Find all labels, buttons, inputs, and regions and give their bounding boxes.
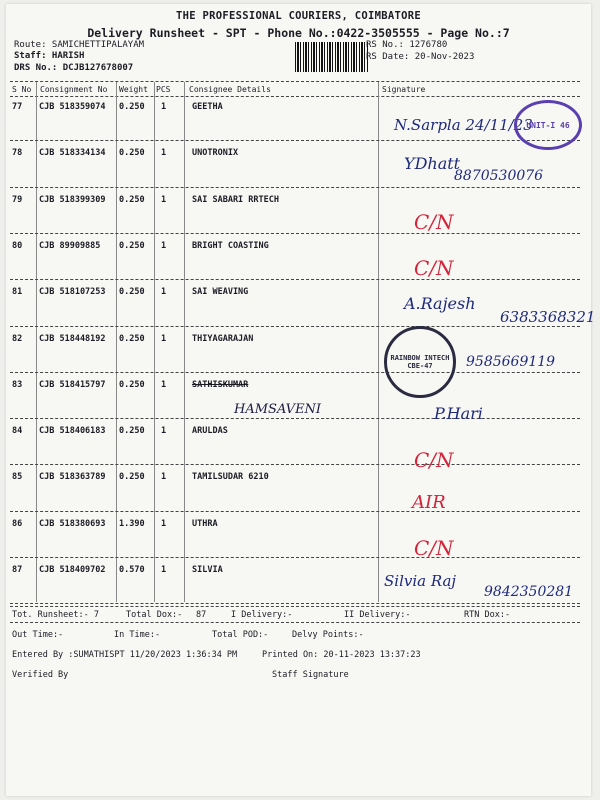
row-sno: 81 — [12, 287, 23, 298]
handwritten-signature: Silvia Raj — [384, 572, 457, 590]
row-consignment-no: CJB 518107253 — [39, 287, 106, 298]
row-weight: 0.250 — [119, 472, 145, 483]
col-consignee: Consignee Details — [189, 85, 271, 94]
row-divider — [10, 372, 580, 373]
verified-by: Verified By — [12, 670, 69, 680]
row-divider — [10, 464, 580, 465]
row-pcs: 1 — [161, 426, 167, 437]
row-consignee: GEETHA — [192, 102, 223, 112]
rtn-dox: RTN Dox:- — [464, 610, 511, 620]
row-consignment-no: CJB 518448192 — [39, 333, 106, 344]
row-sno: 86 — [12, 518, 23, 529]
total-pod: Total POD:- — [212, 630, 269, 640]
row-pcs: 1 — [161, 472, 167, 483]
row-consignee: SAI WEAVING — [192, 287, 249, 298]
i-delivery: I Delivery:- — [231, 610, 293, 620]
row-sno: 80 — [12, 240, 23, 251]
col-rule — [378, 82, 379, 602]
in-time: In Time:- — [114, 630, 161, 640]
col-sno: S No — [12, 85, 32, 94]
row-sno: 78 — [12, 148, 23, 159]
col-rule — [116, 82, 117, 602]
staff-label: Staff: HARISH — [14, 51, 85, 61]
out-time: Out Time:- — [12, 630, 64, 640]
printed-on: Printed On: 20-11-2023 13:37:23 — [262, 650, 421, 660]
row-consignee: ARULDAS — [192, 426, 228, 437]
row-weight: 0.250 — [119, 148, 145, 159]
col-weight: Weight — [119, 85, 148, 94]
row-weight: 0.570 — [119, 565, 145, 575]
route-label: Route: SAMICHETTIPALAYAM — [14, 40, 145, 50]
row-divider — [10, 233, 580, 234]
row-weight: 0.250 — [119, 379, 145, 390]
divider — [10, 81, 580, 82]
barcode — [295, 42, 368, 72]
handwritten-signature: N.Sarpla 24/11/23 — [394, 116, 533, 134]
row-divider — [10, 418, 580, 419]
row-divider — [10, 511, 580, 512]
row-consignee: SILVIA — [192, 565, 223, 575]
staff-signature: Staff Signature — [272, 670, 349, 680]
drs-number: DRS No.: DCJB127678007 — [14, 63, 134, 73]
company-title: THE PROFESSIONAL COURIERS, COIMBATORE — [176, 10, 421, 22]
row-weight: 0.250 — [119, 240, 145, 251]
handwritten-phone: 6383368321 — [500, 308, 596, 326]
handwritten-signature: P.Hari — [434, 404, 483, 423]
row-pcs: 1 — [161, 102, 167, 112]
row-sno: 85 — [12, 472, 23, 483]
row-weight: 0.250 — [119, 287, 145, 298]
total-dox-label: Total Dox:- — [126, 610, 183, 620]
row-pcs: 1 — [161, 518, 167, 529]
row-weight: 0.250 — [119, 333, 145, 344]
handwritten-phone: 9842350281 — [484, 584, 574, 600]
row-sno: 79 — [12, 194, 23, 205]
row-pcs: 1 — [161, 287, 167, 298]
row-consignment-no: CJB 518380693 — [39, 518, 106, 529]
rs-date: RS Date: 20-Nov-2023 — [366, 52, 475, 62]
handwritten-name: HAMSAVENI — [234, 402, 322, 417]
row-pcs: 1 — [161, 194, 167, 205]
delivery-points: Delvy Points:- — [292, 630, 364, 640]
row-consignment-no: CJB 518406183 — [39, 426, 106, 437]
row-pcs: 1 — [161, 565, 167, 575]
handwritten-cn-mark: C/N — [414, 448, 454, 472]
row-pcs: 1 — [161, 240, 167, 251]
row-sno: 83 — [12, 379, 23, 390]
handwritten-phone: 9585669119 — [466, 354, 556, 370]
row-divider — [10, 187, 580, 188]
handwritten-signature: A.Rajesh — [404, 294, 476, 313]
row-consignment-no: CJB 518409702 — [39, 565, 106, 575]
row-weight: 1.390 — [119, 518, 145, 529]
handwritten-cn-mark: C/N — [414, 256, 454, 280]
row-weight: 0.250 — [119, 102, 145, 112]
row-sno: 77 — [12, 102, 23, 112]
company-stamp: UNIT-I 46 — [514, 100, 582, 150]
row-divider — [10, 326, 580, 327]
col-pcs: PCS — [156, 85, 171, 94]
runsheet-title: Delivery Runsheet - SPT - Phone No.:0422-3505555 - Page No.:7 — [87, 26, 510, 40]
row-divider — [10, 279, 580, 280]
divider — [10, 622, 580, 623]
row-consignee: THIYAGARAJAN — [192, 333, 254, 344]
row-divider — [10, 603, 580, 604]
company-stamp: RAINBOW INTECH CBE-47 — [384, 326, 456, 398]
row-consignee: TAMILSUDAR 6210 — [192, 472, 269, 483]
col-rule — [36, 82, 37, 602]
row-pcs: 1 — [161, 148, 167, 159]
ii-delivery: II Delivery:- — [344, 610, 411, 620]
entered-by: Entered By :SUMATHISPT 11/20/2023 1:36:34 PM — [12, 650, 238, 660]
total-runsheet: Tot. Runsheet:- 7 — [12, 610, 99, 620]
row-weight: 0.250 — [119, 426, 145, 437]
row-consignee: UNOTRONIX — [192, 148, 239, 159]
handwritten-phone: 8870530076 — [454, 168, 544, 184]
row-consignee: SATHISKUMAR — [192, 379, 249, 390]
row-consignment-no: CJB 518415797 — [39, 379, 106, 390]
row-consignee: BRIGHT COASTING — [192, 240, 269, 251]
handwritten-cn-mark: C/N — [414, 536, 454, 560]
row-consignee: SAI SABARI RRTECH — [192, 194, 279, 205]
row-consignee: UTHRA — [192, 518, 218, 529]
col-signature: Signature — [382, 85, 426, 94]
row-divider — [10, 140, 580, 141]
row-divider — [10, 557, 580, 558]
row-sno: 84 — [12, 426, 23, 437]
row-consignment-no: CJB 518359074 — [39, 102, 106, 112]
row-consignment-no: CJB 89909885 — [39, 240, 101, 251]
row-pcs: 1 — [161, 333, 167, 344]
row-consignment-no: CJB 518334134 — [39, 148, 106, 159]
col-consignment: Consignment No — [40, 85, 108, 94]
handwritten-cn-mark: C/N — [414, 210, 454, 234]
row-consignment-no: CJB 518399309 — [39, 194, 106, 205]
col-rule — [184, 82, 185, 602]
row-weight: 0.250 — [119, 194, 145, 205]
total-dox-value: 87 — [196, 610, 207, 620]
divider — [10, 606, 580, 607]
rs-number: RS No.: 1276780 — [366, 40, 448, 50]
handwritten-air-mark: AIR — [412, 492, 446, 513]
col-rule — [154, 82, 155, 602]
row-consignment-no: CJB 518363789 — [39, 472, 106, 483]
row-sno: 87 — [12, 565, 23, 575]
row-sno: 82 — [12, 333, 23, 344]
row-pcs: 1 — [161, 379, 167, 390]
handwritten-signature: YDhatt — [404, 154, 461, 173]
runsheet-page — [6, 4, 596, 796]
divider — [10, 96, 580, 97]
